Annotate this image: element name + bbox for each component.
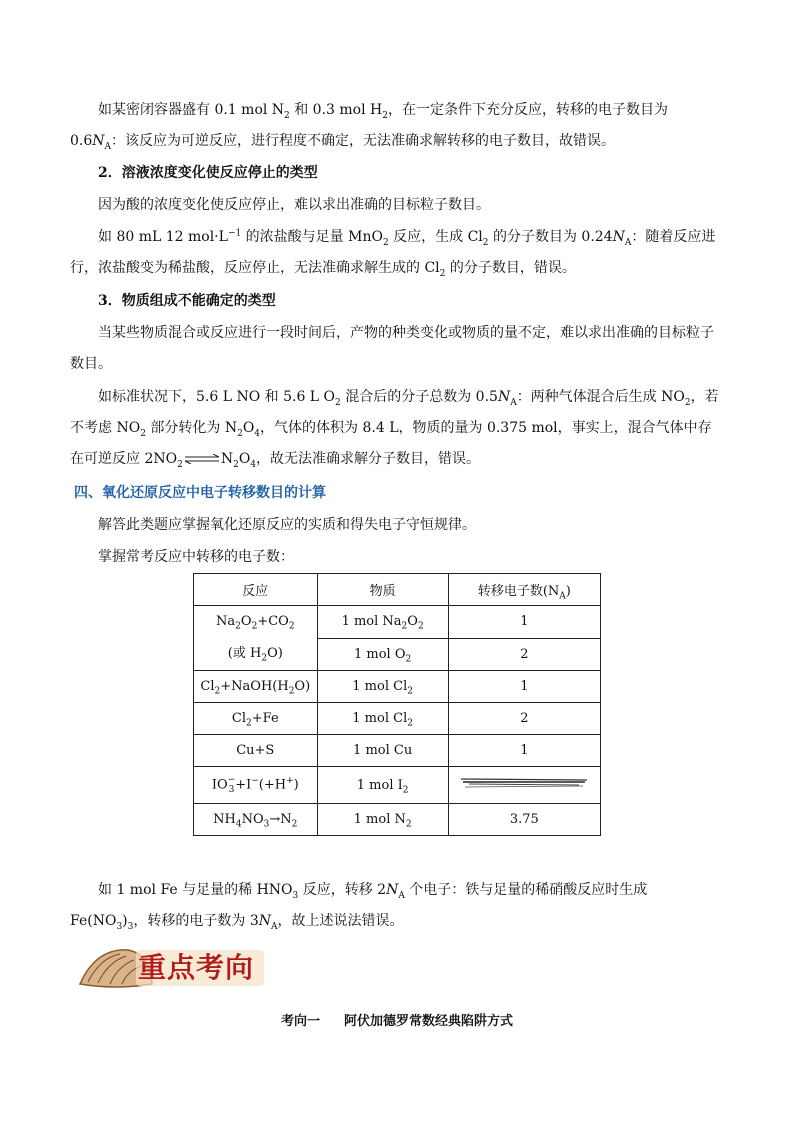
cell-reaction: $Cl_2+Fe$ — [194, 703, 318, 735]
cell-substance: 1 mol $Cl_2$ — [317, 671, 448, 703]
heading-composition-uncertain: 3．物质组成不能确定的类型 — [98, 293, 276, 309]
paragraph-table-intro: 掌握常考反应中转移的电子数： — [98, 549, 294, 565]
section-heading-redox: 四、氧化还原反应中电子转移数目的计算 — [74, 485, 326, 501]
cell-reaction-na2o2: $Na_2O_2+CO_2$ (或 $H_2O$) — [194, 606, 318, 671]
cell-reaction: Cu+S — [194, 735, 318, 767]
cell-value: 1 — [448, 606, 600, 639]
key-directions-banner — [76, 944, 266, 992]
cell-value: 1 — [448, 735, 600, 767]
cell-substance: 1 mol $N_2$ — [317, 804, 448, 836]
header-substance: 物质 — [317, 574, 448, 606]
cell-substance: 1 mol $Cl_2$ — [317, 703, 448, 735]
paragraph-no-o2-example: 如标准状况下，5.6 L NO 和 5.6 L $O_2$ 混合后的分子总数为 $0.5N_A$：两种气体混合后生成 $NO_2$，若不考虑 $NO_2$ 部分转化为 $N_2O_4$，气体的体积为 8.4 L，物质的量为 0.375 mol，事实上，混合气体中存在可逆反应 $2NO_2$ $N_2O_4$，故无法准确求解分子数目，错误。 — [70, 389, 719, 470]
table-row — [194, 671, 601, 703]
banner-title: 重点考向 — [138, 951, 255, 984]
cell-substance: 1 mol $Na_2O_2$ — [317, 606, 448, 639]
cell-value: 2 — [448, 638, 600, 671]
cell-reaction: $NH_4NO_3\to N_2$ — [194, 804, 318, 836]
reversible-arrow-icon — [183, 454, 221, 464]
paragraph-acid-concentration: 因为酸的浓度变化使反应停止，难以求出准确的目标粒子数目。 — [98, 197, 490, 213]
caption-title: 阿伏加德罗常数经典陷阱方式 — [344, 1014, 514, 1029]
paragraph-reversible-reaction: 如某密闭容器盛有 0.1 mol $N_2$ 和 0.3 mol $H_2$，在一定条件下充分反应，转移的电子数目为 $0.6N_A$：该反应为可逆反应，进行程度不确定，无法准确求解转移的电子数目，故错误。 — [70, 102, 668, 152]
table-row — [194, 703, 601, 735]
cell-substance: 1 mol $I_2$ — [317, 767, 448, 804]
table-row — [194, 767, 601, 804]
heading-concentration-change: 2．溶液浓度变化使反应停止的类型 — [98, 165, 318, 181]
scribble-mark — [459, 776, 589, 790]
table-row — [194, 606, 601, 639]
paragraph-redox-principle: 解答此类题应掌握氧化还原反应的实质和得失电子守恒规律。 — [98, 517, 476, 533]
table-row — [194, 735, 601, 767]
paragraph-mixture-uncertain: 当某些物质混合或反应进行一段时间后，产物的种类变化或物质的量不定，难以求出准确的目标粒子数目。 — [70, 325, 714, 372]
header-electrons: 转移电子数$(N_A)$ — [448, 574, 600, 606]
paragraph-mno2-example: 如 80 mL 12 $mol\cdot L^{-1}$ 的浓盐酸与足量 MnO$_2$ 反应，生成 $Cl_2$ 的分子数目为 $0.24N_A$：随着反应进行，浓盐酸变为稀盐酸，反应停止，无法准确求解生成的 $Cl_2$ 的分子数目，错误。 — [70, 228, 716, 279]
header-reaction: 反应 — [194, 574, 318, 606]
cell-value-scribbled — [448, 767, 600, 804]
cell-reaction: $Cl_2+NaOH(H_2O)$ — [194, 671, 318, 703]
cell-value: 2 — [448, 703, 600, 735]
cell-substance: 1 mol Cu — [317, 735, 448, 767]
cell-value: 1 — [448, 671, 600, 703]
paragraph-fe-hno3-example: 如 1 mol Fe 与足量的稀 $HNO_3$ 反应，转移 $2N_A$ 个电子：铁与足量的稀硝酸反应时生成 $Fe(NO_3)_3$，转移的电子数为 $3N_A$，故上述说法错误。 — [70, 882, 648, 932]
cell-value: 3.75 — [448, 804, 600, 836]
cell-reaction: IO− 3+I−(+H+) — [194, 767, 318, 804]
table-header-row — [194, 574, 601, 606]
table-row — [194, 804, 601, 836]
topic-caption — [0, 1010, 794, 1029]
cell-substance: 1 mol $O_2$ — [317, 638, 448, 671]
electron-transfer-table — [193, 573, 601, 836]
caption-label: 考向一 — [280, 1014, 320, 1029]
